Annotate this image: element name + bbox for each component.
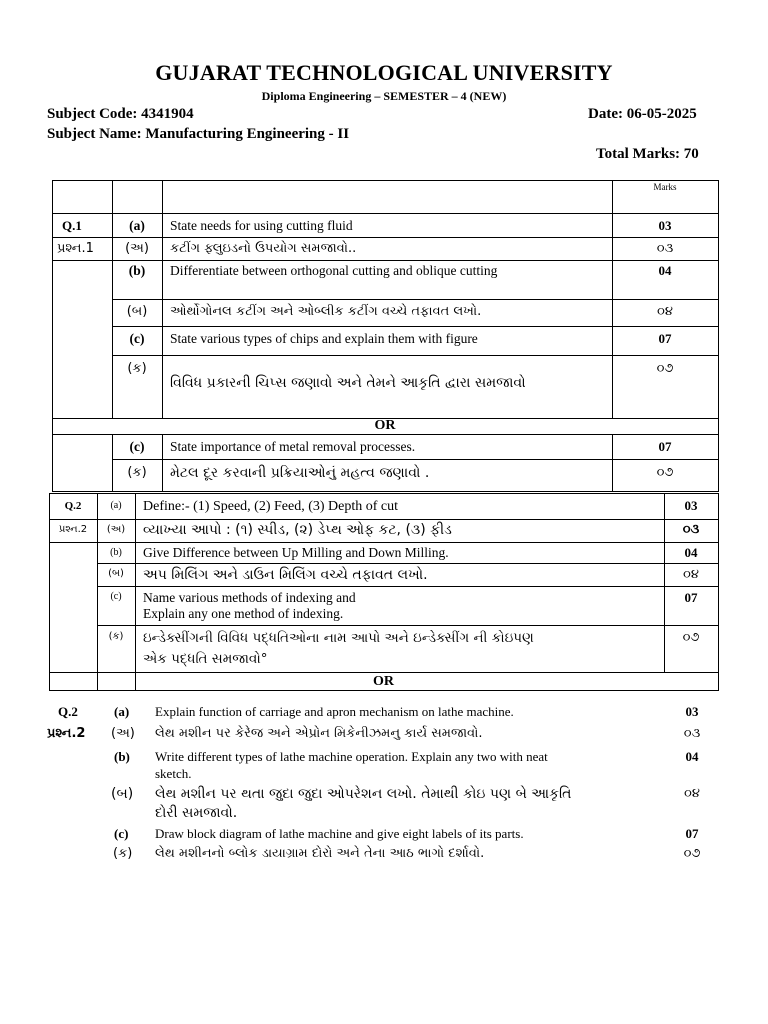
marks-value: 03 — [684, 498, 698, 513]
question-text-gujarati: મેટલ દૂર કરવાની પ્રક્રિયાઓનું મહત્વ જણાવો . — [170, 465, 430, 481]
subject-name: Subject Name: Manufacturing Engineering - II — [47, 126, 350, 142]
marks-value: ૦૭ — [656, 361, 674, 376]
exam-date: Date: 06-05-2025 — [588, 106, 697, 122]
marks-value: 07 — [684, 590, 698, 605]
marks-value: 04 — [684, 545, 698, 560]
sub-label: (c) — [110, 591, 122, 602]
marks-value: ૦૩ — [656, 241, 674, 256]
sub-label: (b) — [110, 547, 122, 558]
question-number-gujarati: પ્રશ્ન.2 — [58, 524, 88, 535]
sub-label: (બ) — [111, 786, 134, 802]
marks-value: 07 — [658, 439, 672, 454]
marks-value: 03 — [658, 218, 672, 233]
sub-label: (c) — [129, 439, 145, 454]
question-text-gujarati: લેથ મશીનનો બ્લોક ડાયાગ્રામ દોરો અને તેના આઠ ભાગો દર્શાવો. — [155, 846, 485, 861]
question-text-gujarati: કટીંગ ફ્લુઇડનો ઉપયોગ સમજાવો.. — [170, 241, 357, 256]
sub-label: (અ) — [125, 241, 149, 256]
sub-label: (અ) — [111, 726, 135, 741]
sub-label: (a) — [129, 218, 145, 233]
subject-code: Subject Code: 4341904 — [47, 106, 194, 122]
sub-label: (અ) — [106, 524, 126, 535]
question-text: Draw block diagram of lathe machine and give eight labels of its parts. — [155, 826, 524, 841]
sub-label: (બ) — [108, 568, 124, 579]
question-text-gujarati: વ્યાખ્યા આપો : (૧) સ્પીડ, (૨) ડેપ્થ ઓફ કટ, (૩) ફીડ — [143, 522, 452, 538]
question-text: State needs for using cutting fluid — [170, 218, 353, 233]
sub-label: (બ) — [126, 304, 148, 319]
marks-value: ૦૭ — [656, 465, 674, 480]
sub-label: (ક) — [127, 465, 147, 480]
question-text-line2: Explain any one method of indexing. — [143, 606, 344, 621]
question-text-line2: sketch. — [155, 766, 192, 781]
marks-value: ૦૩ — [682, 522, 700, 537]
question-text: Define:- (1) Speed, (2) Feed, (3) Depth of cut — [143, 499, 399, 514]
sub-label: (ક) — [127, 361, 147, 376]
question-number: Q.2 — [64, 500, 82, 512]
sub-label: (a) — [110, 500, 122, 511]
question-text-gujarati: વિવિધ પ્રકારની ચિપ્સ જણાવો અને તેમને આકૃતિ દ્વારા સમજાવો — [170, 375, 526, 391]
or-separator: OR — [374, 418, 396, 433]
marks-value: 07 — [685, 826, 699, 841]
question-text-gujarati: લેથ મશીન પર કેરેજ અને એપ્રોન મિકેનીઝમનુ કાર્ય સમજાવો. — [155, 726, 483, 741]
sub-label: (a) — [114, 704, 130, 719]
question-text-gujarati-line2: એક પદ્ધતિ સમજાવો° — [143, 651, 268, 667]
marks-value: ૦૩ — [683, 726, 701, 741]
marks-value: ૦૪ — [683, 567, 699, 582]
sub-label: (b) — [114, 749, 130, 764]
question-number-gujarati: પ્રશ્ન.1 — [57, 241, 94, 256]
question-number: Q.1 — [62, 218, 82, 233]
total-marks: Total Marks: 70 — [596, 146, 699, 162]
sub-label: (b) — [128, 263, 146, 278]
university-title: GUJARAT TECHNOLOGICAL UNIVERSITY — [155, 60, 613, 85]
or-separator: OR — [373, 674, 394, 689]
program-subtitle: Diploma Engineering – SEMESTER – 4 (NEW) — [261, 89, 507, 103]
question-text: Give Difference between Up Milling and Down Milling. — [143, 545, 449, 560]
question-text-gujarati: અપ મિલિંગ અને ડાઉન મિલિંગ વચ્ચે તફાવત લખો. — [143, 567, 428, 583]
question-text-gujarati-line2: દોરી સમજાવો. — [155, 805, 238, 821]
question-text: State importance of metal removal processes. — [170, 439, 416, 454]
question-text: Name various methods of indexing and — [143, 590, 356, 605]
marks-value: ૦૭ — [683, 846, 701, 861]
question-text-gujarati: ઓર્થોગોનલ કટીંગ અને ઓબ્લીક કટીંગ વચ્ચે તફાવત લખો. — [170, 304, 482, 319]
question-text-gujarati: લેથ મશીન પર થતા જુદા જુદા ઓપરેશન લખો. તેમાથી કોઇ પણ બે આકૃતિ — [155, 786, 572, 802]
question-text: State various types of chips and explain them with figure — [170, 331, 478, 346]
sub-label: (c) — [114, 826, 129, 841]
question-number: Q.2 — [58, 704, 78, 719]
marks-value: ૦૭ — [682, 630, 700, 645]
sub-label: (ક) — [108, 631, 124, 642]
marks-value: 04 — [685, 749, 699, 764]
marks-value: 04 — [658, 263, 672, 278]
marks-value: ૦૪ — [657, 304, 673, 319]
question-text-gujarati: ઇન્ડેક્સીંગની વિવિધ પદ્ધતિઓના નામ આપો અને ઇન્ડેક્સીંગ ની કોઇપણ — [143, 630, 534, 646]
marks-column-header: Marks — [653, 182, 677, 192]
marks-value: ૦૪ — [684, 786, 700, 801]
marks-value: 07 — [658, 331, 672, 346]
question-text: Differentiate between orthogonal cutting and oblique cutting — [170, 263, 498, 278]
question-text: Explain function of carriage and apron mechanism on lathe machine. — [155, 704, 514, 719]
sub-label: (ક) — [113, 846, 133, 861]
question-text: Write different types of lathe machine operation. Explain any two with neat — [155, 749, 548, 764]
question-number-gujarati: પ્રશ્ન.2 — [47, 726, 86, 741]
marks-value: 03 — [685, 704, 699, 719]
sub-label: (c) — [129, 331, 145, 346]
